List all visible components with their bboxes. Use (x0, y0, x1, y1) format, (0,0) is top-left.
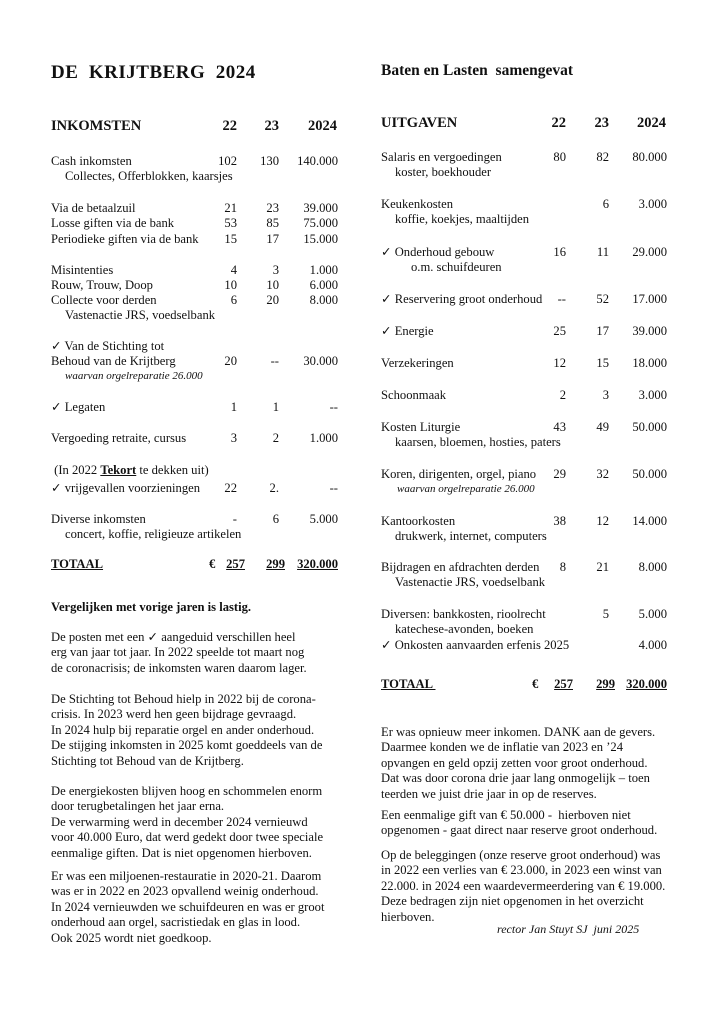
expenses-row-label: ✓ Reservering groot onderhoud (381, 292, 543, 306)
expenses-value-22: -- (557, 292, 566, 306)
income-value-2024: 75.000 (303, 216, 338, 230)
expenses-value-23: 5 (602, 607, 609, 621)
expenses-value-23: 49 (596, 420, 609, 434)
expenses-row (360, 466, 720, 482)
expenses-row-label: Bijdragen en afdrachten derden (381, 560, 540, 574)
income-value-22: 53 (224, 216, 237, 230)
tekort-pre: (In 2022 (51, 463, 101, 477)
summary-line: Een eenmalige gift van € 50.000 - hierboven niet (381, 808, 631, 822)
income-total-currency: € (209, 557, 216, 571)
expenses-total-23: 299 (596, 677, 615, 691)
notes-line: In 2024 hulp bij reparatie orgel en ander onderhoud. (51, 722, 315, 737)
expenses-row-label: Koren, dirigenten, orgel, piano (381, 467, 537, 481)
income-value-22: 4 (230, 263, 237, 277)
notes-line: De stijging inkomsten in 2025 komt goeddeels van de (51, 738, 323, 753)
expenses-row-sublabel: o.m. schuifdeuren (411, 260, 502, 274)
expenses-value-22: 2 (559, 388, 566, 402)
page-title: DE KRIJTBERG 2024 (51, 62, 256, 83)
income-row-label: ✓ Van de Stichting tot (51, 339, 165, 353)
expenses-value-23: 82 (596, 150, 609, 164)
income-value-23: 130 (260, 154, 279, 168)
expenses-total-label: TOTAAL (381, 677, 436, 691)
income-value-23: 10 (266, 278, 279, 292)
income-total-label: TOTAAL (51, 557, 104, 571)
income-value-23: 17 (266, 232, 279, 246)
expenses-value-22: 38 (553, 514, 566, 528)
expenses-value-2024: 50.000 (632, 467, 667, 481)
expenses-row-label: Salaris en vergoedingen (381, 150, 502, 164)
notes-line: eenmalige giften. Dat is niet opgenomen hierboven. (51, 845, 312, 860)
summary-paragraph (381, 808, 657, 839)
income-row-label: Collecte voor derden (51, 293, 157, 307)
summary-line: teerden we juist drie jaar in op de reserves. (381, 786, 597, 801)
income-value-23: 1 (272, 400, 279, 414)
notes-line: De energiekosten blijven hoog en schommelen enorm (51, 784, 323, 798)
expenses-row-label: Verzekeringen (381, 356, 454, 370)
notes-paragraph (51, 630, 307, 676)
income-value-2024: 1.000 (309, 263, 338, 277)
expenses-row-label: ✓ Energie (381, 324, 434, 338)
income-row (0, 231, 360, 247)
expenses-value-22: 29 (553, 467, 566, 481)
income-value-2024: 30.000 (303, 354, 338, 368)
summary-line: Dat was door corona drie jaar lang onmogelijk – toen (381, 771, 650, 786)
expenses-row-note: waarvan orgelreparatie 26.000 (397, 483, 535, 495)
summary-line: Daarmee konden we de inflatie van 2023 en ’24 (381, 740, 623, 755)
income-row-label: Misintenties (51, 263, 114, 277)
expenses-row (360, 355, 720, 371)
notes-line: Stichting tot Behoud van de Krijtberg. (51, 753, 244, 768)
income-row-label: Cash inkomsten (51, 154, 132, 168)
summary-line: opgenomen - gaat direct naar reserve groot onderhoud. (381, 823, 658, 838)
income-row (0, 338, 360, 354)
notes-paragraph (51, 784, 323, 861)
income-row-label: Rouw, Trouw, Doop (51, 278, 153, 292)
notes-line: onderhoud aan orgel, sacristiedak en glas in lood. (51, 915, 301, 930)
expenses-value-2024: 29.000 (632, 245, 667, 259)
income-value-23: 20 (266, 293, 279, 307)
notes-line: Er was een miljoenen-restauratie in 2020-21. Daarom (51, 869, 322, 883)
expenses-row-label: Kosten Liturgie (381, 420, 461, 434)
income-value-23: 3 (272, 263, 279, 277)
income-row (0, 480, 360, 496)
summary-line: Er was opnieuw meer inkomen. DANK aan de gevers. (381, 725, 656, 739)
expenses-value-22: 12 (553, 356, 566, 370)
income-row (0, 262, 360, 278)
income-row-sublabel: Collectes, Offerblokken, kaarsjes (65, 169, 233, 183)
expenses-row (360, 606, 720, 622)
expenses-row-sublabel: katechese-avonden, boeken (395, 622, 534, 636)
notes-line: De Stichting tot Behoud hielp in 2022 bij de corona- (51, 692, 316, 706)
income-row-sublabel: Vastenactie JRS, voedselbank (65, 308, 216, 322)
income-value-23: 85 (266, 216, 279, 230)
income-row-label: Diverse inkomsten (51, 512, 146, 526)
expenses-value-23: 17 (596, 324, 609, 338)
income-row (0, 399, 360, 415)
income-value-22: 10 (224, 278, 237, 292)
expenses-row-sublabel: koster, boekhouder (395, 165, 492, 179)
income-row (0, 200, 360, 216)
expenses-value-23: 32 (596, 467, 609, 481)
expenses-row-sublabel: drukwerk, internet, computers (395, 529, 547, 543)
expenses-total-row (360, 676, 720, 692)
income-value-2024: 140.000 (297, 154, 338, 168)
income-row (0, 511, 360, 527)
expenses-value-22: 25 (553, 324, 566, 338)
expenses-row-sublabel: Vastenactie JRS, voedselbank (395, 575, 546, 589)
summary-line: in 2022 een verlies van € 23.000, in 2023 een winst van (381, 863, 662, 878)
expenses-row (360, 196, 720, 212)
expenses-value-23: 3 (602, 388, 609, 402)
income-header-22: 22 (222, 118, 237, 134)
summary-line: Deze bedragen zijn niet opgenomen in het overzicht (381, 894, 644, 909)
expenses-value-2024: 80.000 (632, 150, 667, 164)
notes-line: Ook 2025 wordt niet goedkoop. (51, 930, 212, 945)
expenses-row (360, 149, 720, 165)
summary-paragraph (381, 848, 665, 925)
income-row-label: Vergoeding retraite, cursus (51, 431, 187, 445)
expenses-value-2024: 17.000 (632, 292, 667, 306)
income-row-label: Periodieke giften via de bank (51, 232, 199, 246)
income-row (0, 353, 360, 369)
income-value-22: - (232, 512, 237, 526)
income-row-label: Via de betaalzuil (51, 201, 136, 215)
expenses-value-2024: 18.000 (632, 356, 667, 370)
expenses-row (360, 387, 720, 403)
expenses-header-22: 22 (551, 115, 566, 131)
expenses-value-23: 12 (596, 514, 609, 528)
income-value-23: 2 (272, 431, 279, 445)
income-row (0, 215, 360, 231)
income-row-label: ✓ Legaten (51, 400, 106, 414)
income-header-2024: 2024 (308, 118, 337, 134)
expenses-value-23: 21 (596, 560, 609, 574)
notes-line: was er in 2022 en 2023 opvallend weinig onderhoud. (51, 884, 319, 899)
expenses-total-currency: € (532, 677, 539, 691)
expenses-value-23: 11 (596, 245, 609, 259)
page-subtitle: Baten en Lasten samengevat (381, 62, 574, 79)
income-value-22: 21 (224, 201, 237, 215)
summary-line: hierboven. (381, 909, 435, 924)
expenses-value-23: 52 (596, 292, 609, 306)
expenses-row-sublabel: kaarsen, bloemen, hosties, paters (395, 435, 561, 449)
expenses-value-2024: 3.000 (638, 197, 667, 211)
income-header-label: INKOMSTEN (51, 118, 142, 134)
income-value-2024: -- (329, 481, 338, 495)
income-value-22: 6 (230, 293, 237, 307)
expenses-row (360, 244, 720, 260)
expenses-value-2024: 4.000 (638, 638, 667, 652)
summary-line: Op de beleggingen (onze reserve groot onderhoud) was (381, 848, 661, 862)
income-value-22: 15 (224, 232, 237, 246)
expenses-value-2024: 8.000 (638, 560, 667, 574)
income-value-23: 2. (269, 481, 279, 495)
expenses-row-label: Keukenkosten (381, 197, 454, 211)
expenses-total-22: 257 (554, 677, 573, 691)
expenses-row-label: ✓ Onderhoud gebouw (381, 245, 495, 259)
notes-heading: Vergelijken met vorige jaren is lastig. (51, 600, 252, 614)
tekort-bold: Tekort (100, 463, 137, 477)
notes-line: voor 40.000 Euro, dat werd gedekt door twee speciale (51, 830, 324, 845)
expenses-header (360, 115, 720, 133)
income-value-22: 102 (218, 154, 237, 168)
income-row-note: waarvan orgelreparatie 26.000 (65, 370, 203, 382)
expenses-value-22: 16 (553, 245, 566, 259)
income-value-2024: -- (329, 400, 338, 414)
expenses-header-label: UITGAVEN (381, 115, 458, 131)
income-row-label: Behoud van de Krijtberg (51, 354, 176, 368)
income-row-sublabel: concert, koffie, religieuze artikelen (65, 527, 242, 541)
summary-line: 22.000. in 2024 een waardevermeerdering van € 19.000. (381, 878, 666, 893)
notes-line: In 2024 vernieuwden we schuifdeuren en was er groot (51, 899, 325, 914)
income-row-label: Losse giften via de bank (51, 216, 175, 230)
signature: rector Jan Stuyt SJ juni 2025 (497, 922, 640, 936)
expenses-row-label: ✓ Onkosten aanvaarden erfenis 2025 (381, 638, 570, 652)
income-value-2024: 1.000 (309, 431, 338, 445)
income-value-22: 22 (224, 481, 237, 495)
income-header-23: 23 (264, 118, 279, 134)
tekort-line (51, 462, 209, 478)
notes-line: De verwarming werd in december 2024 vernieuwd (51, 814, 308, 829)
expenses-value-22: 43 (553, 420, 566, 434)
notes-line: crisis. In 2023 werd hen geen bijdrage gevraagd. (51, 707, 297, 722)
income-value-2024: 5.000 (309, 512, 338, 526)
income-row-label: ✓ vrijgevallen voorzieningen (51, 481, 201, 495)
expenses-row (360, 559, 720, 575)
expenses-value-22: 8 (559, 560, 566, 574)
income-value-22: 20 (224, 354, 237, 368)
expenses-value-22: 80 (553, 150, 566, 164)
income-row (0, 153, 360, 169)
expenses-row (360, 323, 720, 339)
notes-line: door terugbetalingen het jaar erna. (51, 799, 225, 814)
expenses-row (360, 419, 720, 435)
income-total-23: 299 (266, 557, 285, 571)
expenses-row-label: Kantoorkosten (381, 514, 456, 528)
expenses-value-2024: 14.000 (632, 514, 667, 528)
expenses-total-2024: 320.000 (626, 677, 667, 691)
expenses-row-label: Schoonmaak (381, 388, 447, 402)
income-header (0, 118, 360, 136)
income-value-22: 1 (230, 400, 237, 414)
income-value-2024: 15.000 (303, 232, 338, 246)
income-total-22: 257 (226, 557, 245, 571)
expenses-value-23: 6 (602, 197, 609, 211)
income-value-23: -- (270, 354, 279, 368)
summary-paragraph (381, 725, 655, 802)
expenses-value-23: 15 (596, 356, 609, 370)
income-value-23: 6 (272, 512, 279, 526)
income-value-2024: 6.000 (309, 278, 338, 292)
expenses-value-2024: 39.000 (632, 324, 667, 338)
expenses-row (360, 637, 720, 653)
income-value-2024: 39.000 (303, 201, 338, 215)
notes-line: de coronacrisis; de inkomsten waren daarom lager. (51, 660, 307, 675)
tekort-post: te dekken uit) (136, 463, 209, 477)
expenses-value-2024: 3.000 (638, 388, 667, 402)
income-value-22: 3 (230, 431, 237, 445)
income-value-23: 23 (266, 201, 279, 215)
notes-paragraph (51, 692, 322, 769)
expenses-value-2024: 50.000 (632, 420, 667, 434)
income-row (0, 292, 360, 308)
expenses-value-2024: 5.000 (638, 607, 667, 621)
income-value-2024: 8.000 (309, 293, 338, 307)
expenses-header-23: 23 (594, 115, 609, 131)
income-total-row (0, 556, 360, 572)
income-total-2024: 320.000 (297, 557, 338, 571)
expenses-row (360, 291, 720, 307)
notes-line: De posten met een ✓ aangeduid verschillen heel (51, 630, 296, 644)
expenses-row-sublabel: koffie, koekjes, maaltijden (395, 212, 530, 226)
expenses-row-label: Diversen: bankkosten, rioolrecht (381, 607, 546, 621)
notes-paragraph (51, 869, 324, 946)
summary-line: opvangen en geld opzij zetten voor groot onderhoud. (381, 755, 648, 770)
expenses-row (360, 513, 720, 529)
expenses-header-2024: 2024 (637, 115, 666, 131)
income-row (0, 430, 360, 446)
income-row (0, 277, 360, 293)
notes-line: erg van jaar tot jaar. In 2022 speelde tot maart nog (51, 645, 305, 660)
